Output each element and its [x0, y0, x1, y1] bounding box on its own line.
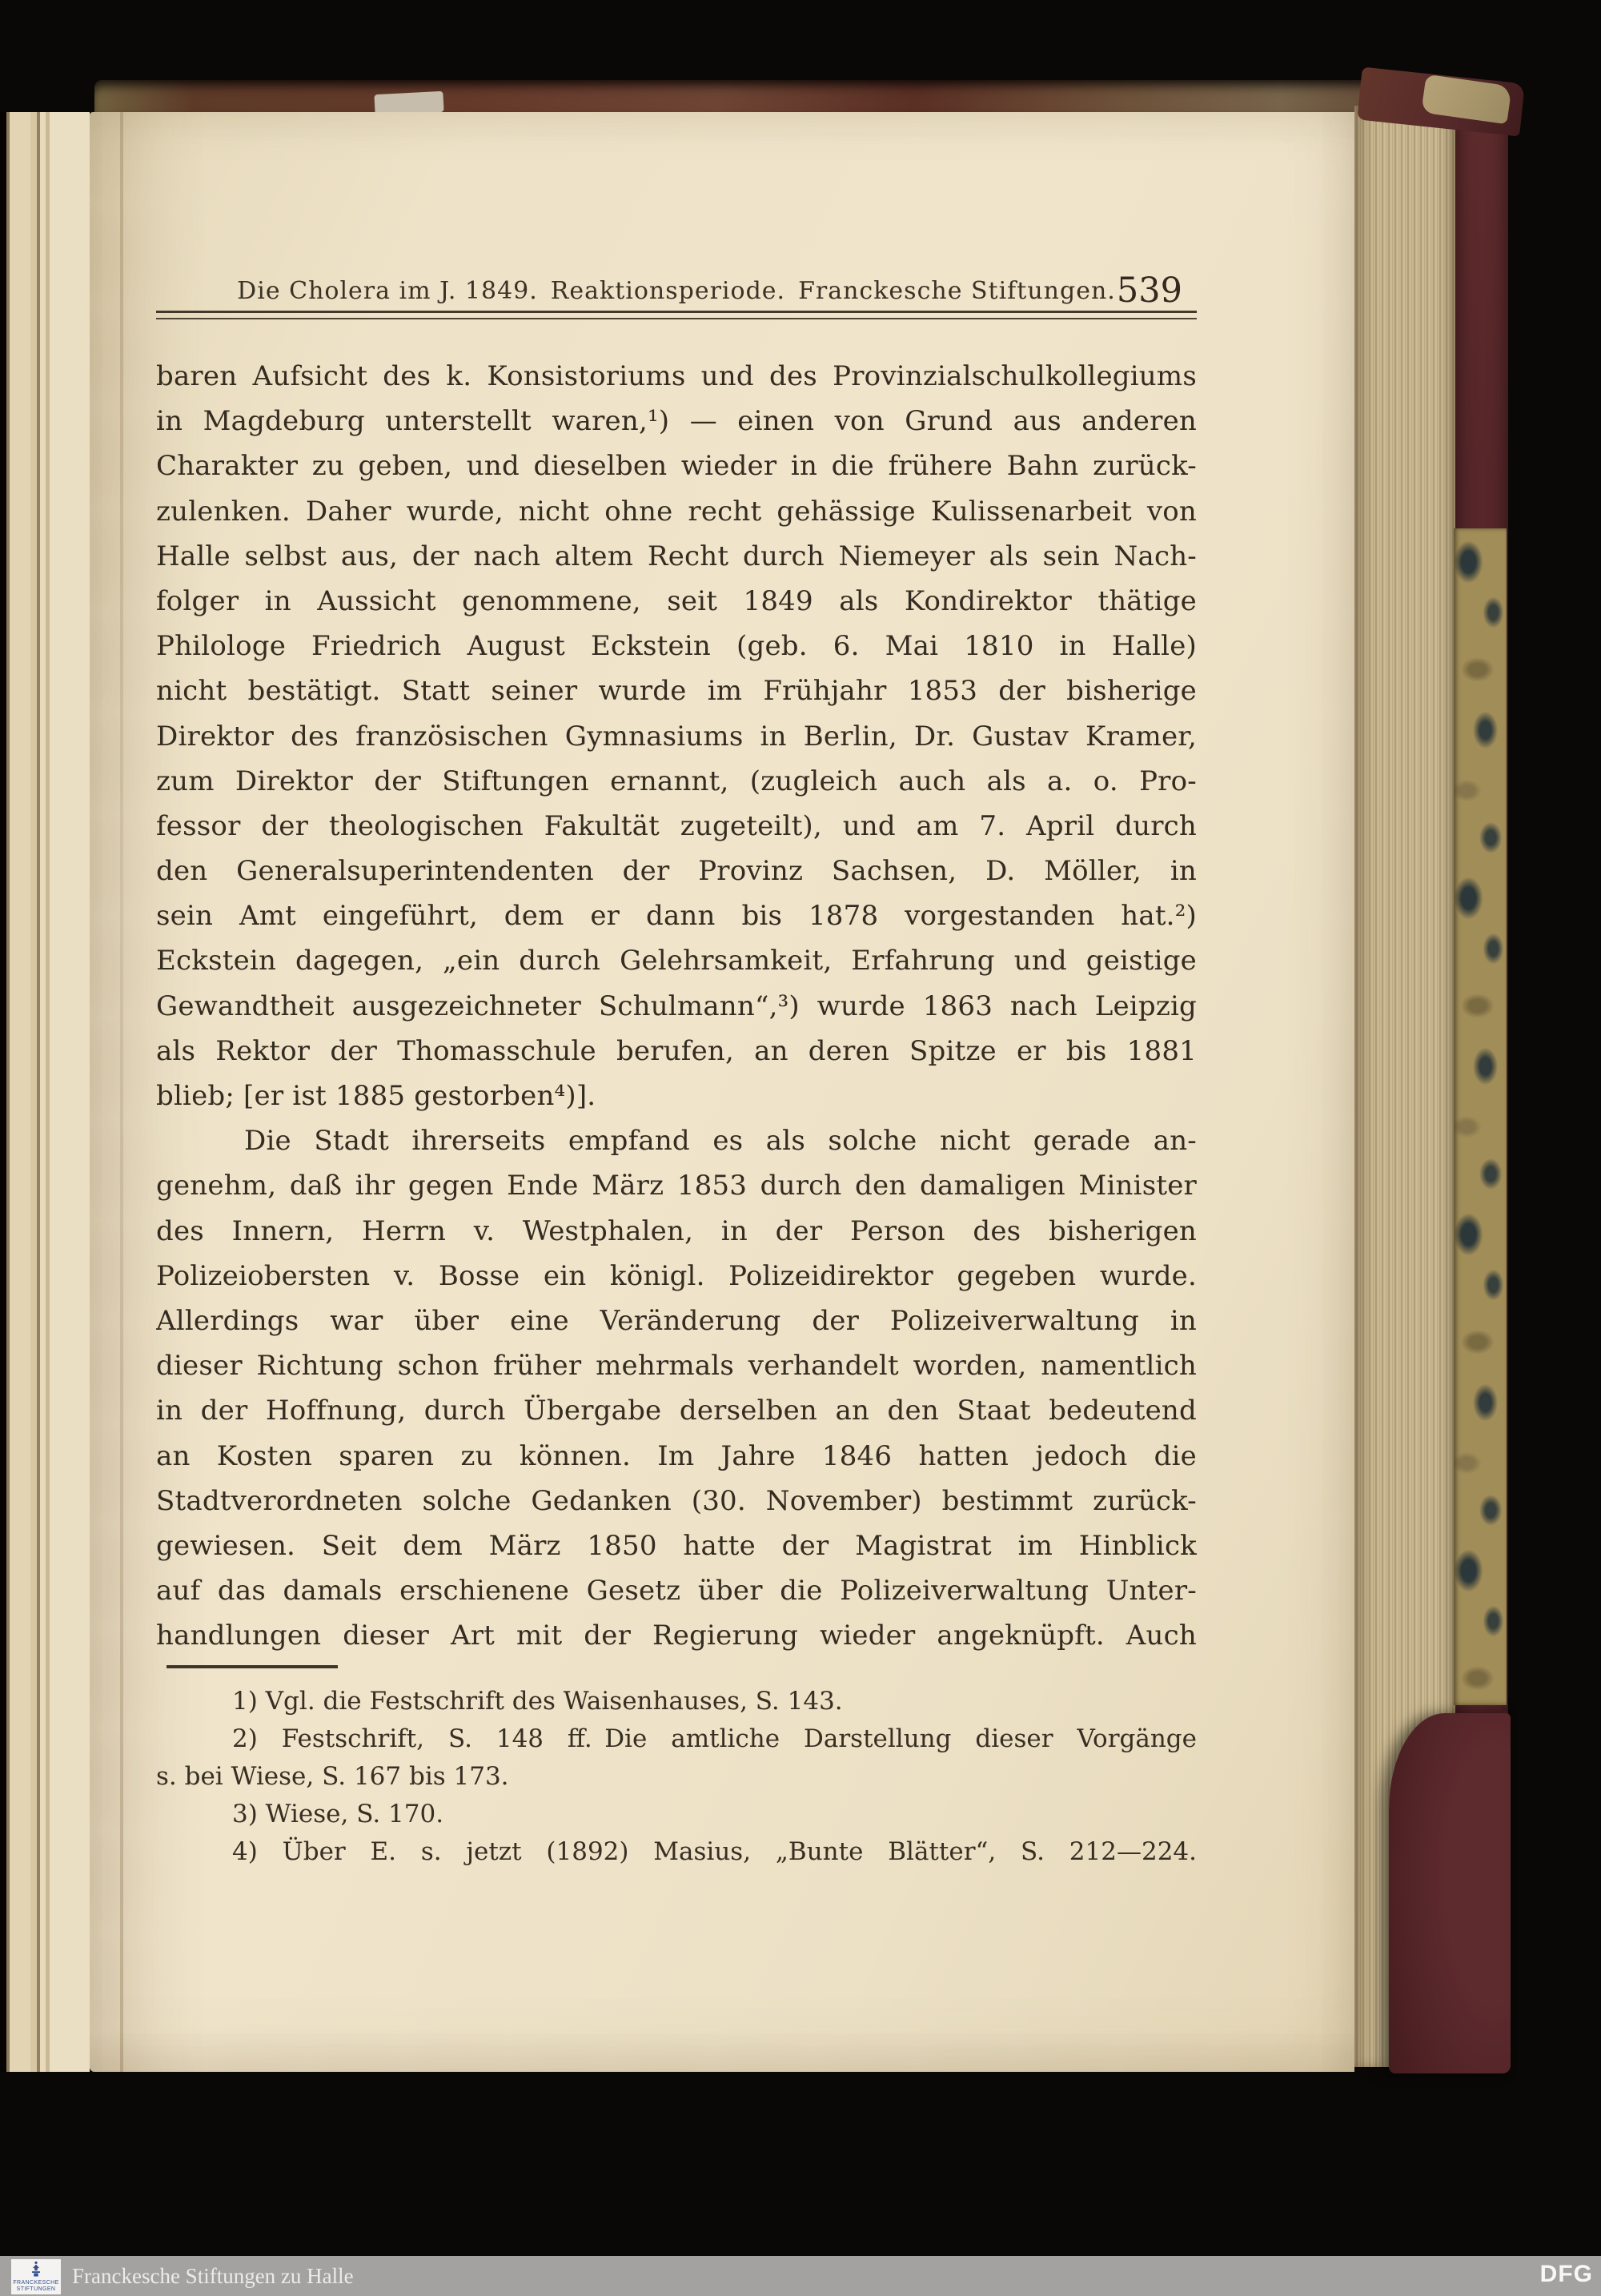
dfg-logo: DFG	[1539, 2261, 1593, 2287]
running-header	[156, 271, 1197, 309]
body-line: zulenken. Daher wurde, nicht ohne recht gehässige Kulissenarbeit von	[156, 495, 1197, 528]
page-number: 539	[1116, 271, 1182, 311]
body-line: Halle selbst aus, der nach altem Recht durch Niemeyer als sein Nach-	[156, 540, 1197, 572]
body-line: nicht bestätigt. Statt seiner wurde im Frühjahr 1853 der bisherige	[156, 675, 1197, 708]
body-line: fessor der theologischen Fakultät zugeteilt), und am 7. April durch	[156, 809, 1197, 842]
body-line: an Kosten sparen zu können. Im Jahre 1846 hatten jedoch die	[156, 1439, 1197, 1472]
body-line: Stadtverordneten solche Gedanken (30. November) bestimmt zurück-	[156, 1484, 1197, 1517]
body-line: Charakter zu geben, und dieselben wieder in die frühere Bahn zurück-	[156, 450, 1197, 483]
body-line: handlungen dieser Art mit der Regierung wieder angeknüpft. Auch	[156, 1620, 1197, 1652]
body-line: baren Aufsicht des k. Konsistoriums und des Provinzialschulkollegiums	[156, 360, 1197, 392]
body-line: Polizeiobersten v. Bosse ein königl. Polizeidirektor gegeben wurde.	[156, 1259, 1197, 1292]
body-line: folger in Aussicht genommene, seit 1849 als Kondirektor thätige	[156, 584, 1197, 617]
left-page-edges	[0, 112, 90, 2072]
body-line: zum Direktor der Stiftungen ernannt, (zugleich auch als a. o. Pro-	[156, 765, 1197, 797]
body-line: in Magdeburg unterstellt waren,¹) — einen von Grund aus anderen	[156, 405, 1197, 438]
body-line: den Generalsuperintendenten der Provinz Sachsen, D. Möller, in	[156, 855, 1197, 888]
footnote-line: 3) Wiese, S. 170.	[232, 1800, 444, 1828]
footnote-separator-rule	[167, 1665, 338, 1668]
marbled-cover-paper	[1454, 528, 1507, 1705]
body-line: auf das damals erschienene Gesetz über die Polizeiverwaltung Unter-	[156, 1575, 1197, 1608]
body-line: gewiesen. Seit dem März 1850 hatte der Magistrat im Hinblick	[156, 1529, 1197, 1562]
body-line: Allerdings war über eine Veränderung der Polizeiverwaltung in	[156, 1304, 1197, 1337]
body-line: als Rektor der Thomasschule berufen, an deren Spitze er bis 1881	[156, 1034, 1197, 1067]
library-logo-text-line1: FRANCKESCHE	[13, 2280, 59, 2286]
body-line: sein Amt eingeführt, dem er dann bis 1878 vorgestanden hat.²)	[156, 900, 1197, 933]
body-line: dieser Richtung schon früher mehrmals verhandelt worden, namentlich	[156, 1350, 1197, 1383]
body-line: Gewandtheit ausgezeichneter Schulmann“,³) wurde 1863 nach Leipzig	[156, 989, 1197, 1022]
body-line: Philologe Friedrich August Eckstein (geb. 6. Mai 1810 in Halle)	[156, 630, 1197, 663]
header-double-rule	[156, 311, 1197, 319]
body-line: genehm, daß ihr gegen Ende März 1853 durch den damaligen Minister	[156, 1170, 1197, 1202]
body-line: blieb; [er ist 1885 gestorben⁴)].	[156, 1080, 596, 1112]
body-line: in der Hoffnung, durch Übergabe derselben an den Staat bedeutend	[156, 1395, 1197, 1427]
footnote-line: 4) Über E. s. jetzt (1892) Masius, „Bunte Blätter“, S. 212—224.	[232, 1837, 1197, 1866]
library-name: Franckesche Stiftungen zu Halle	[72, 2264, 354, 2288]
footnote-line: s. bei Wiese, S. 167 bis 173.	[156, 1762, 509, 1791]
footnote-line: 1) Vgl. die Festschrift des Waisenhauses, S. 143.	[232, 1687, 843, 1716]
running-header-title: Die Cholera im J. 1849. Reaktionsperiode. Franckesche Stiftungen.	[237, 277, 1116, 305]
leather-corner-bottom	[1389, 1713, 1511, 2073]
library-logo-text-line2: STIFTUNGEN	[16, 2286, 56, 2292]
body-line: Direktor des französischen Gymnasiums in Berlin, Dr. Gustav Kramer,	[156, 720, 1197, 753]
franckesche-eagle-icon	[28, 2261, 44, 2280]
body-line: des Innern, Herrn v. Westphalen, in der Person des bisherigen	[156, 1214, 1197, 1247]
body-line-paragraph-start: Die Stadt ihrerseits empfand es als solche nicht gerade an-	[244, 1125, 1197, 1158]
body-line: Eckstein dagegen, „ein durch Gelehrsamkeit, Erfahrung und geistige	[156, 945, 1197, 977]
footnotes	[156, 1683, 1197, 1871]
body-text	[156, 354, 1197, 1658]
library-logo	[11, 2259, 61, 2294]
footnote-line: 2) Festschrift, S. 148 ff. Die amtliche Darstellung dieser Vorgänge	[232, 1724, 1197, 1753]
